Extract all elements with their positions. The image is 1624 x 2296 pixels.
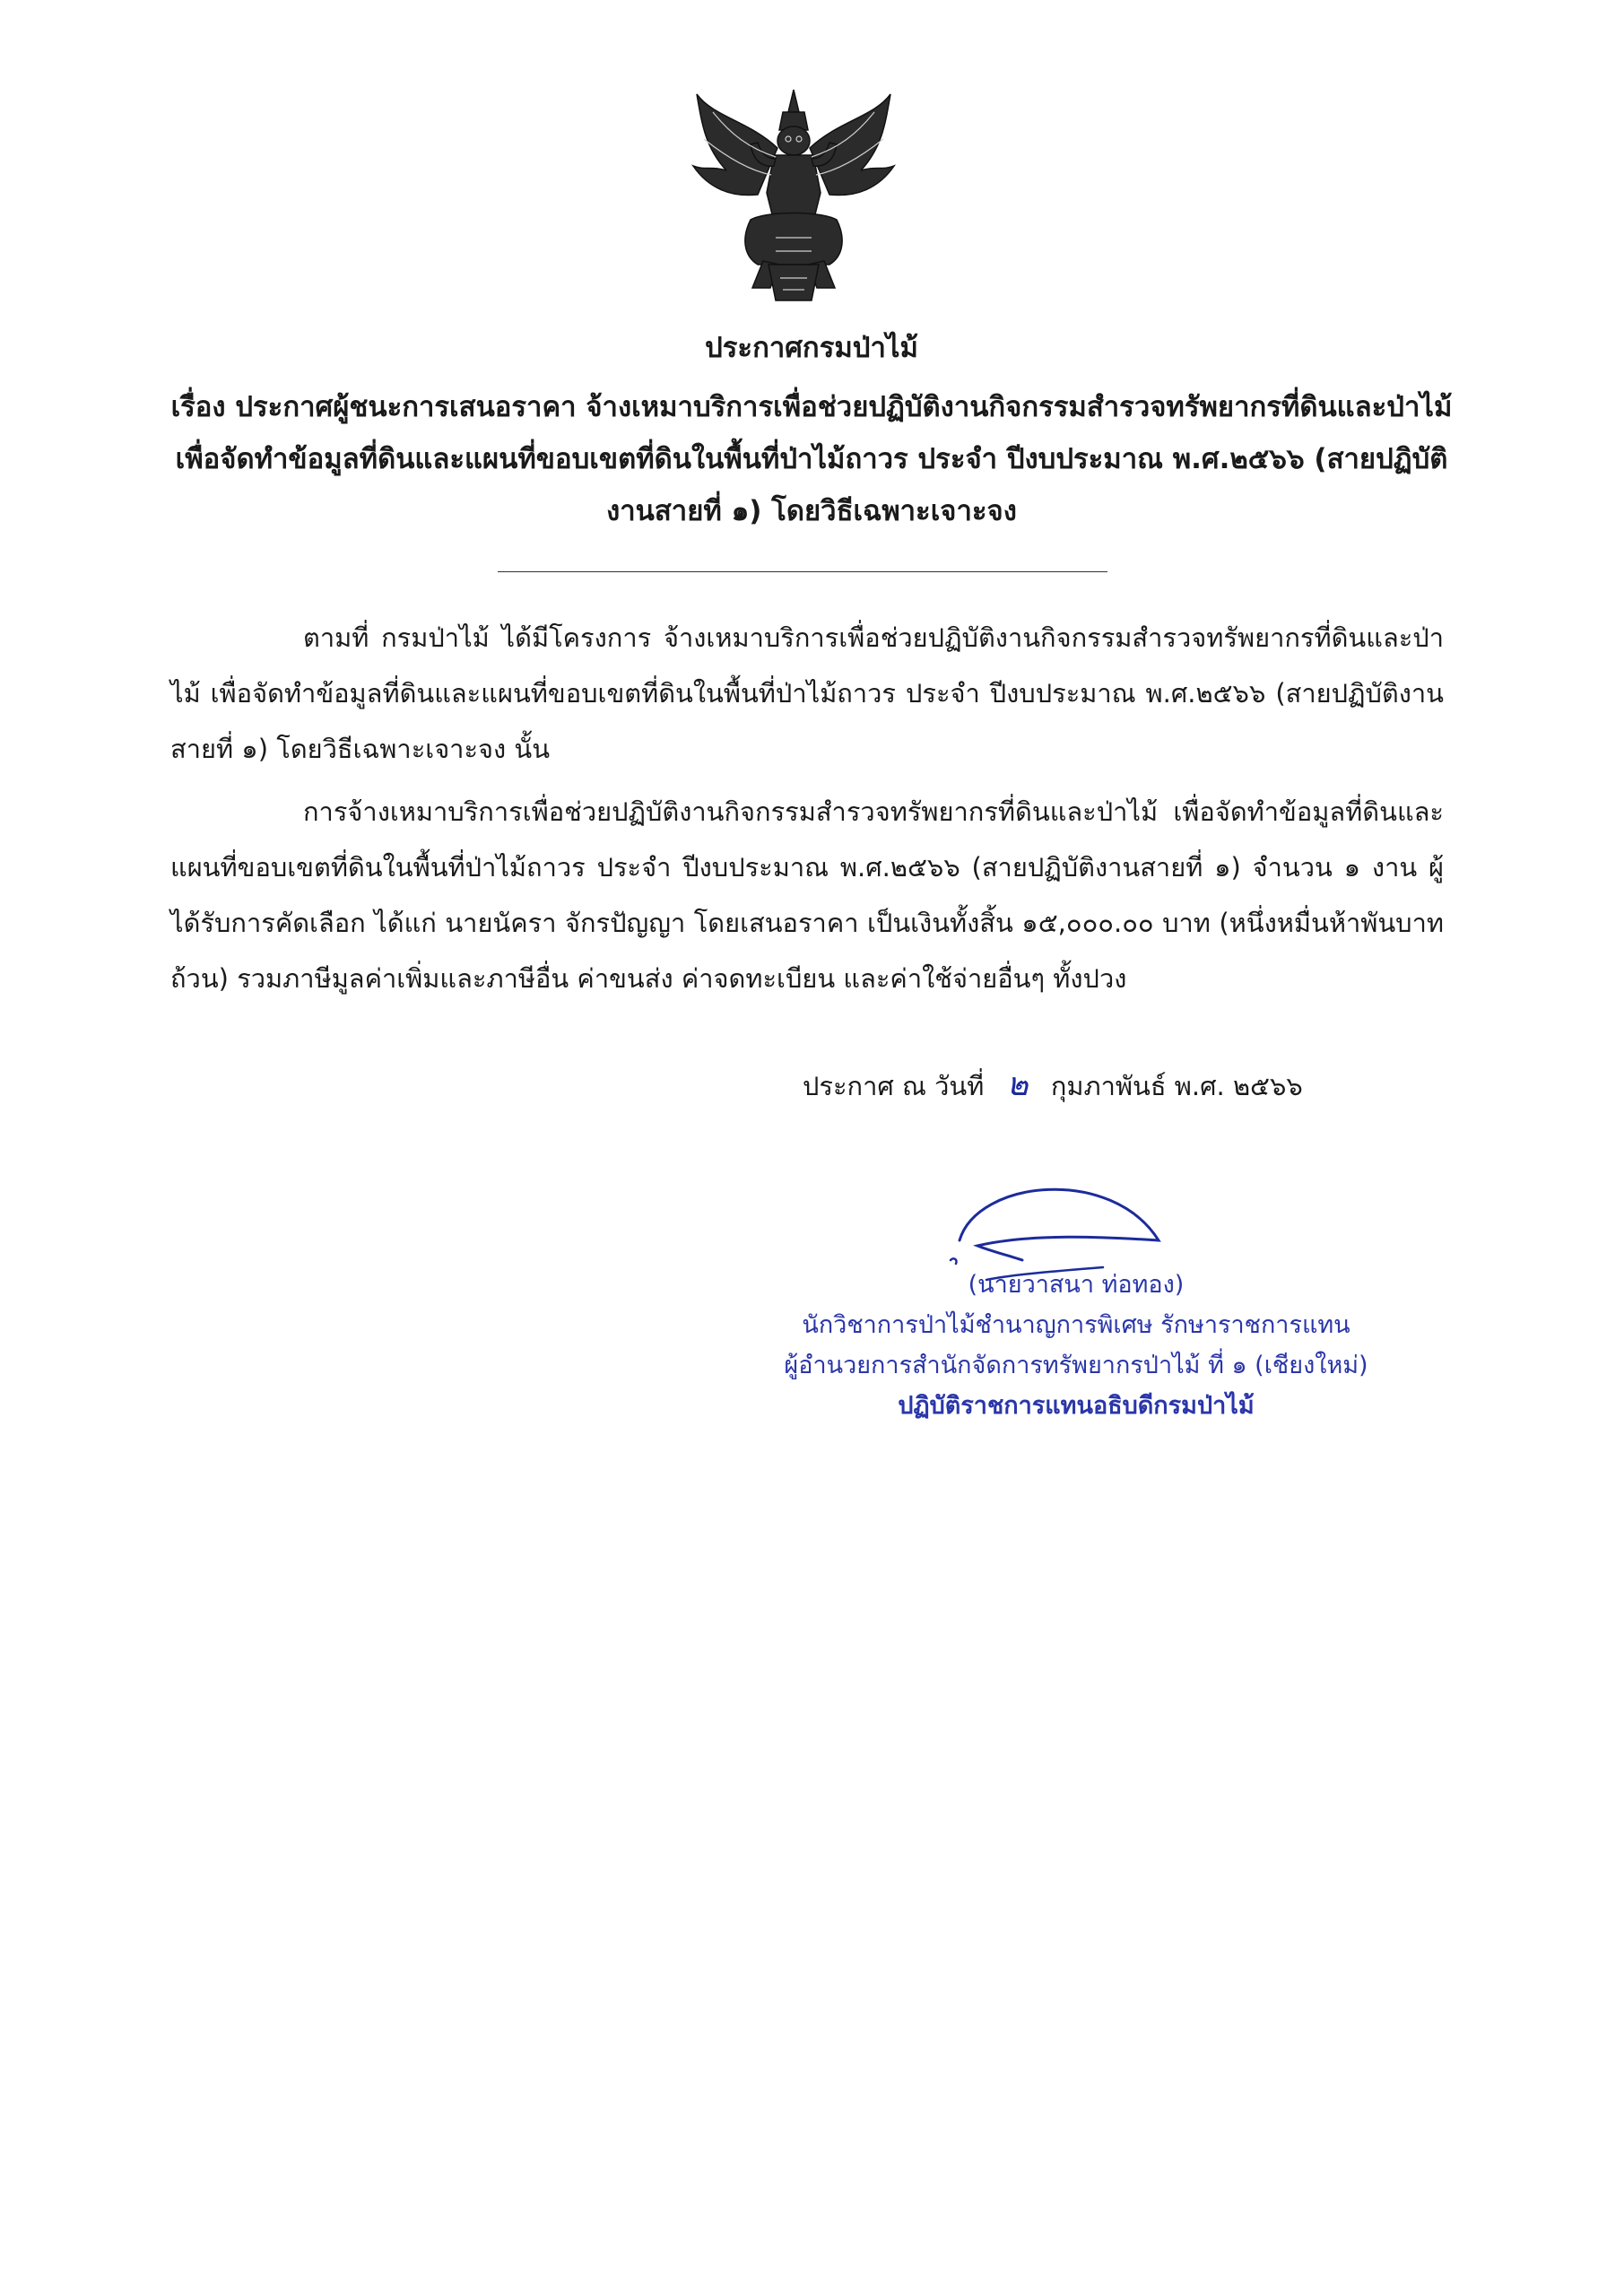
announcement-date: [803, 1058, 1303, 1113]
signer-position-1: นักวิชาการป่าไม้ชำนาญการพิเศษ รักษาราชการแทน: [802, 1311, 1350, 1339]
signer-position-2: ผู้อำนวยการสำนักจัดการทรัพยากรป่าไม้ ที่ ๑ (เชียงใหม่): [784, 1352, 1368, 1379]
header-divider: [498, 571, 1107, 572]
org-title: ประกาศกรมป่าไม้: [705, 332, 918, 364]
body-paragraph-1: ตามที่ กรมป่าไม้ ได้มีโครงการ จ้างเหมาบริการเพื่อช่วยปฏิบัติงานกิจกรรมสำรวจทรัพยากรที่ดินและป่าไม้ เพื่อจัดทำข้อมูลที่ดินและแผนที่ขอบเขตที่ดินในพื้นที่ป่าไม้ถาวร ประจำ ปีงบประมาณ พ.ศ.๒๕๖๖ (สายปฏิบัติงานสายที่ ๑) โดยวิธีเฉพาะเจาะจง นั้น: [170, 622, 1444, 764]
garuda-emblem-icon: [686, 85, 901, 309]
announcement-prefix: ประกาศ ณ วันที่: [803, 1071, 985, 1101]
document-body: [170, 610, 1444, 1006]
document-header: [170, 327, 1453, 537]
signer-block: [753, 1265, 1399, 1426]
announcement-month-year: กุมภาพันธ์ พ.ศ. ๒๕๖๖: [1050, 1071, 1303, 1101]
subject-line-1: เรื่อง ประกาศผู้ชนะการเสนอราคา จ้างเหมาบริการเพื่อช่วยปฏิบัติงานกิจกรรมสำรวจทรัพยากรที่ดินและป่าไม้: [170, 391, 1453, 423]
body-paragraph-2: การจ้างเหมาบริการเพื่อช่วยปฏิบัติงานกิจกรรมสำรวจทรัพยากรที่ดินและป่าไม้ เพื่อจัดทำข้อมูลที่ดินและแผนที่ขอบเขตที่ดินในพื้นที่ป่าไม้ถาวร ประจำ ปีงบประมาณ พ.ศ.๒๕๖๖ (สายปฏิบัติงานสายที่ ๑) จำนวน ๑ งาน ผู้ได้รับการคัดเลือก ได้แก่ นายนัครา จักรปัญญา โดยเสนอราคา เป็นเงินทั้งสิ้น ๑๕,๐๐๐.๐๐ บาท (หนึ่งหมื่นห้าพันบาทถ้วน) รวมภาษีมูลค่าเพิ่มและภาษีอื่น ค่าขนส่ง ค่าจดทะเบียน และค่าใช้จ่ายอื่นๆ ทั้งปวง: [170, 796, 1444, 994]
signer-position-3: ปฏิบัติราชการแทนอธิบดีกรมป่าไม้: [898, 1392, 1255, 1420]
subject-line-3: งานสายที่ ๑) โดยวิธีเฉพาะเจาะจง: [606, 495, 1017, 527]
signer-name: (นายวาสนา ท่อทอง): [968, 1271, 1185, 1299]
announcement-day: ๒: [1006, 1066, 1029, 1103]
subject-line-2: เพื่อจัดทำข้อมูลที่ดินและแผนที่ขอบเขตที่ดินในพื้นที่ป่าไม้ถาวร ประจำ ปีงบประมาณ พ.ศ.๒๕๖๖ (สายปฏิบัติ: [175, 443, 1448, 475]
